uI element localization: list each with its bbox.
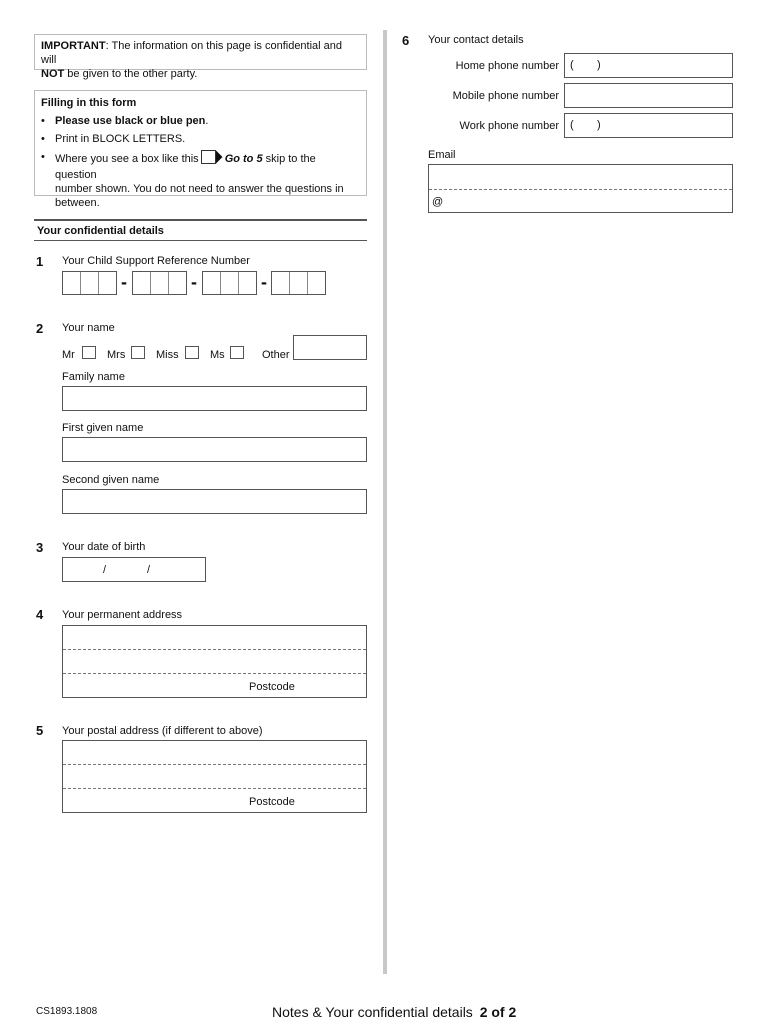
- q6-label: Your contact details: [428, 34, 524, 46]
- section-title: Your confidential details: [37, 225, 164, 237]
- second-given-name-input[interactable]: [62, 489, 367, 514]
- important-not: NOT: [41, 68, 65, 80]
- work-phone-label: Work phone number: [459, 120, 559, 132]
- title-mr-checkbox[interactable]: [82, 346, 96, 359]
- first-given-name-label: First given name: [62, 422, 144, 434]
- title-ms-label: Ms: [210, 349, 225, 361]
- footer-page: 2 of 2: [479, 1004, 517, 1020]
- title-other-label: Other: [262, 349, 290, 361]
- title-mrs-checkbox[interactable]: [131, 346, 145, 359]
- permanent-postcode-label: Postcode: [249, 681, 295, 693]
- q1-label: Your Child Support Reference Number: [62, 255, 250, 267]
- title-mr-label: Mr: [62, 349, 75, 361]
- instruction-block-letters: • Print in BLOCK LETTERS.: [41, 132, 360, 146]
- date-of-birth-input[interactable]: [62, 557, 206, 582]
- email-label: Email: [428, 149, 456, 161]
- q4-number: 4: [36, 607, 44, 622]
- q3-number: 3: [36, 540, 44, 555]
- postal-postcode-label: Postcode: [249, 796, 295, 808]
- postal-address-input[interactable]: [62, 740, 367, 813]
- instruction-skip: • Where you see a box like this Go to 5 skip to the question number shown. You do not need to answer the questions in between.: [41, 150, 360, 210]
- child-support-ref-input[interactable]: - - -: [62, 271, 328, 297]
- family-name-input[interactable]: [62, 386, 367, 411]
- title-ms-checkbox[interactable]: [230, 346, 244, 359]
- dob-separator-2: /: [147, 564, 151, 576]
- form-code: CS1893.1808: [36, 1006, 98, 1017]
- email-at-symbol: @: [432, 196, 444, 208]
- q6-number: 6: [402, 33, 410, 48]
- home-phone-label: Home phone number: [455, 60, 559, 72]
- home-paren-open: (: [570, 59, 574, 71]
- home-paren-close: ): [597, 59, 601, 71]
- q1-number: 1: [36, 254, 44, 269]
- q2-label: Your name: [62, 322, 115, 334]
- q4-label: Your permanent address: [62, 609, 183, 621]
- q5-label: Your postal address (if different to above): [62, 725, 263, 737]
- instruction-pen: • Please use black or blue pen.: [41, 114, 360, 128]
- important-lead: IMPORTANT: [41, 40, 106, 52]
- important-text-1: : The information on this page is confidential and will: [41, 40, 343, 66]
- q5-number: 5: [36, 723, 44, 738]
- second-given-name-label: Second given name: [62, 474, 160, 486]
- title-other-input[interactable]: [293, 335, 367, 360]
- column-divider: [383, 30, 387, 974]
- dob-separator-1: /: [103, 564, 107, 576]
- title-mrs-label: Mrs: [107, 349, 126, 361]
- title-miss-checkbox[interactable]: [185, 346, 199, 359]
- q3-label: Your date of birth: [62, 541, 146, 553]
- work-paren-close: ): [597, 119, 601, 131]
- work-phone-input[interactable]: [564, 113, 733, 138]
- instructions-panel: [34, 90, 367, 209]
- permanent-address-input[interactable]: [62, 625, 367, 698]
- important-text-2: be given to the other party.: [64, 68, 198, 80]
- first-given-name-input[interactable]: [62, 437, 367, 462]
- home-phone-input[interactable]: [564, 53, 733, 78]
- email-input[interactable]: [428, 164, 733, 213]
- family-name-label: Family name: [62, 371, 125, 383]
- arrow-box-icon: [201, 150, 223, 168]
- footer-title-text: Notes & Your confidential details: [272, 1004, 473, 1020]
- q2-number: 2: [36, 321, 44, 336]
- mobile-phone-input[interactable]: [564, 83, 733, 108]
- work-paren-open: (: [570, 119, 574, 131]
- mobile-phone-label: Mobile phone number: [452, 90, 559, 102]
- title-miss-label: Miss: [156, 349, 179, 361]
- instructions-title: Filling in this form: [41, 97, 137, 109]
- footer-title: [272, 1004, 516, 1020]
- important-notice: [34, 34, 367, 80]
